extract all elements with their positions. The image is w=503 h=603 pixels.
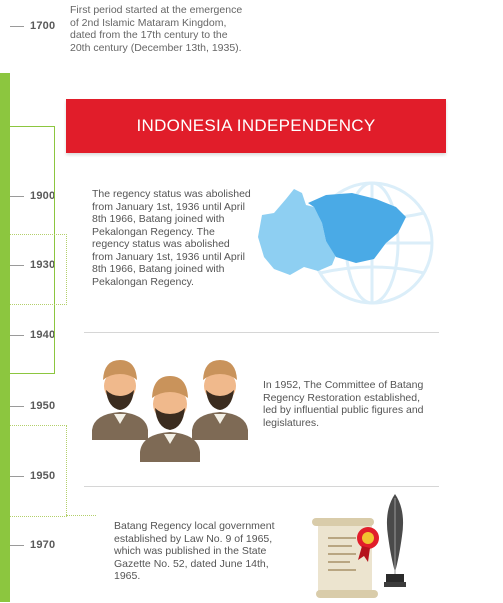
- connector-dots: [10, 234, 67, 305]
- quill-pen-icon: [380, 492, 410, 588]
- scroll-document-icon: [308, 516, 384, 598]
- year-label: 1970: [30, 539, 56, 551]
- section-divider: [84, 332, 439, 333]
- globe-map-icon: [256, 177, 436, 312]
- year-label: 1900: [30, 190, 56, 202]
- section-text-regency-abolished: The regency status was abolished from January 1st, 1936 until April 8th 1966, Batang joined with Pekalongan Regency. The regency status was abolished from January 1st, 1936 until April 8th 1966, Batang joined with Pekalongan Regency.: [92, 188, 251, 288]
- section-banner: [66, 99, 446, 153]
- banner-title: INDONESIA INDEPENDENCY: [136, 116, 376, 135]
- year-label: 1950: [30, 400, 56, 412]
- timeline-tick: [10, 400, 55, 412]
- year-label: 1950: [30, 470, 56, 482]
- connector-dots: [10, 425, 67, 517]
- intro-text: First period started at the emergence of 2nd Islamic Mataram Kingdom, dated from the 17th century to the 20th century (December 13th, 1935).: [70, 4, 243, 54]
- section-divider: [84, 486, 439, 487]
- timeline-bar: [0, 73, 10, 602]
- connector-dots: [66, 515, 96, 516]
- section-text-local-government: Batang Regency local government established by Law No. 9 of 1965, which was published in the State Gazette No. 52, dated June 14th, 1965.: [114, 520, 275, 582]
- section-text-committee: In 1952, The Committee of Batang Regency Restoration established, led by influential public figures and legislatures.: [263, 379, 424, 429]
- year-label: 1940: [30, 329, 56, 341]
- timeline-tick: [10, 539, 55, 551]
- timeline-tick: [10, 20, 55, 32]
- men-group-icon: [90, 356, 250, 462]
- year-label: 1700: [30, 20, 56, 32]
- year-label: 1930: [30, 259, 56, 271]
